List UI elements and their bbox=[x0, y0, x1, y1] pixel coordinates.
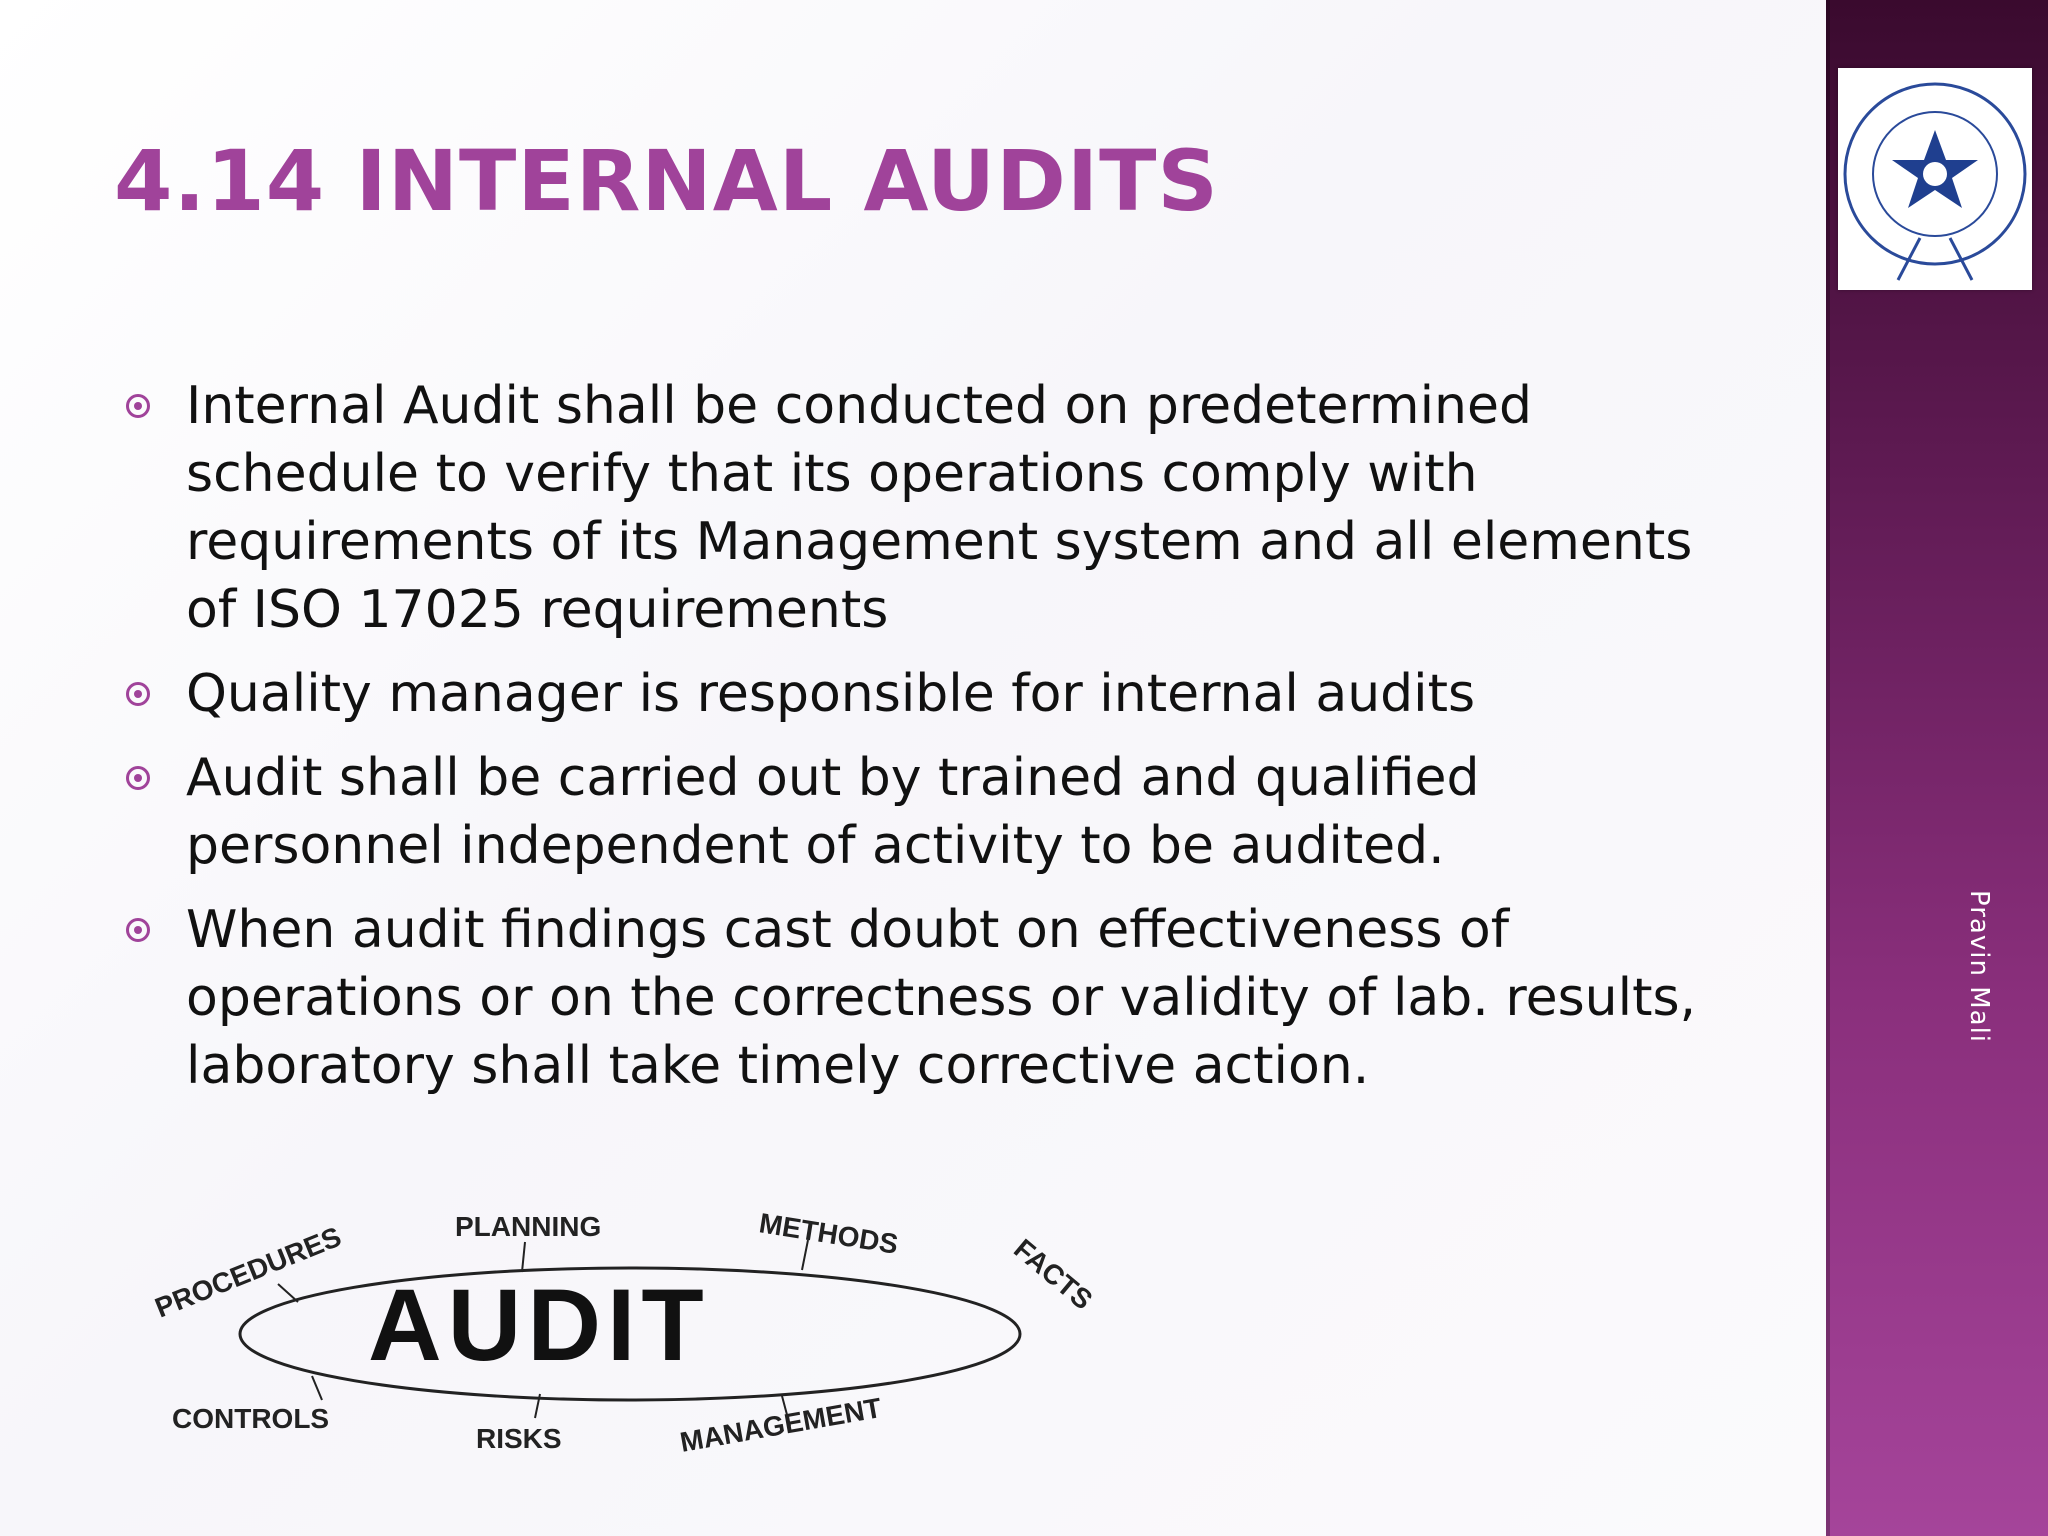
bullet-icon bbox=[126, 918, 150, 942]
audit-word-procedures: PROCEDURES bbox=[150, 1220, 346, 1324]
bullet-item bbox=[120, 744, 1720, 880]
audit-word-controls: CONTROLS bbox=[172, 1403, 330, 1434]
audit-word-facts: FACTS bbox=[1008, 1232, 1099, 1316]
audit-word-risks: RISKS bbox=[476, 1423, 562, 1454]
bullet-text: When audit findings cast doubt on effectiveness of operations or on the correctness or validity of lab. results, laboratory shall take timely corrective action. bbox=[186, 900, 1697, 1096]
nabl-seal-icon bbox=[1838, 68, 2032, 290]
audit-word-methods: METHODS bbox=[757, 1207, 901, 1260]
author-name: Pravin Mali bbox=[1964, 890, 1994, 1044]
bullet-icon bbox=[126, 394, 150, 418]
bullet-icon bbox=[126, 682, 150, 706]
bullet-text: Audit shall be carried out by trained and qualified personnel independent of activity to be audited. bbox=[186, 748, 1480, 876]
bullet-text: Quality manager is responsible for internal audits bbox=[186, 664, 1476, 724]
bullet-text: Internal Audit shall be conducted on predetermined schedule to verify that its operations comply with requirements of its Management system and all elements of ISO 17025 requirements bbox=[186, 376, 1693, 640]
bullet-item bbox=[120, 372, 1720, 644]
audit-center-word: AUDIT bbox=[368, 1268, 710, 1382]
logo-graphic bbox=[1838, 68, 2032, 290]
audit-word-planning: PLANNING bbox=[455, 1211, 602, 1242]
bullet-item bbox=[120, 660, 1720, 728]
audit-word-management: MANAGEMENT bbox=[677, 1391, 884, 1458]
bullet-icon bbox=[126, 766, 150, 790]
sidebar-divider bbox=[1826, 0, 1830, 1536]
audit-diagram bbox=[150, 1200, 1140, 1470]
bullet-item bbox=[120, 896, 1720, 1100]
slide-title: 4.14 INTERNAL AUDITS bbox=[114, 132, 1219, 230]
bullet-list bbox=[120, 372, 1720, 1116]
audit-word-graphic bbox=[150, 1200, 1140, 1470]
